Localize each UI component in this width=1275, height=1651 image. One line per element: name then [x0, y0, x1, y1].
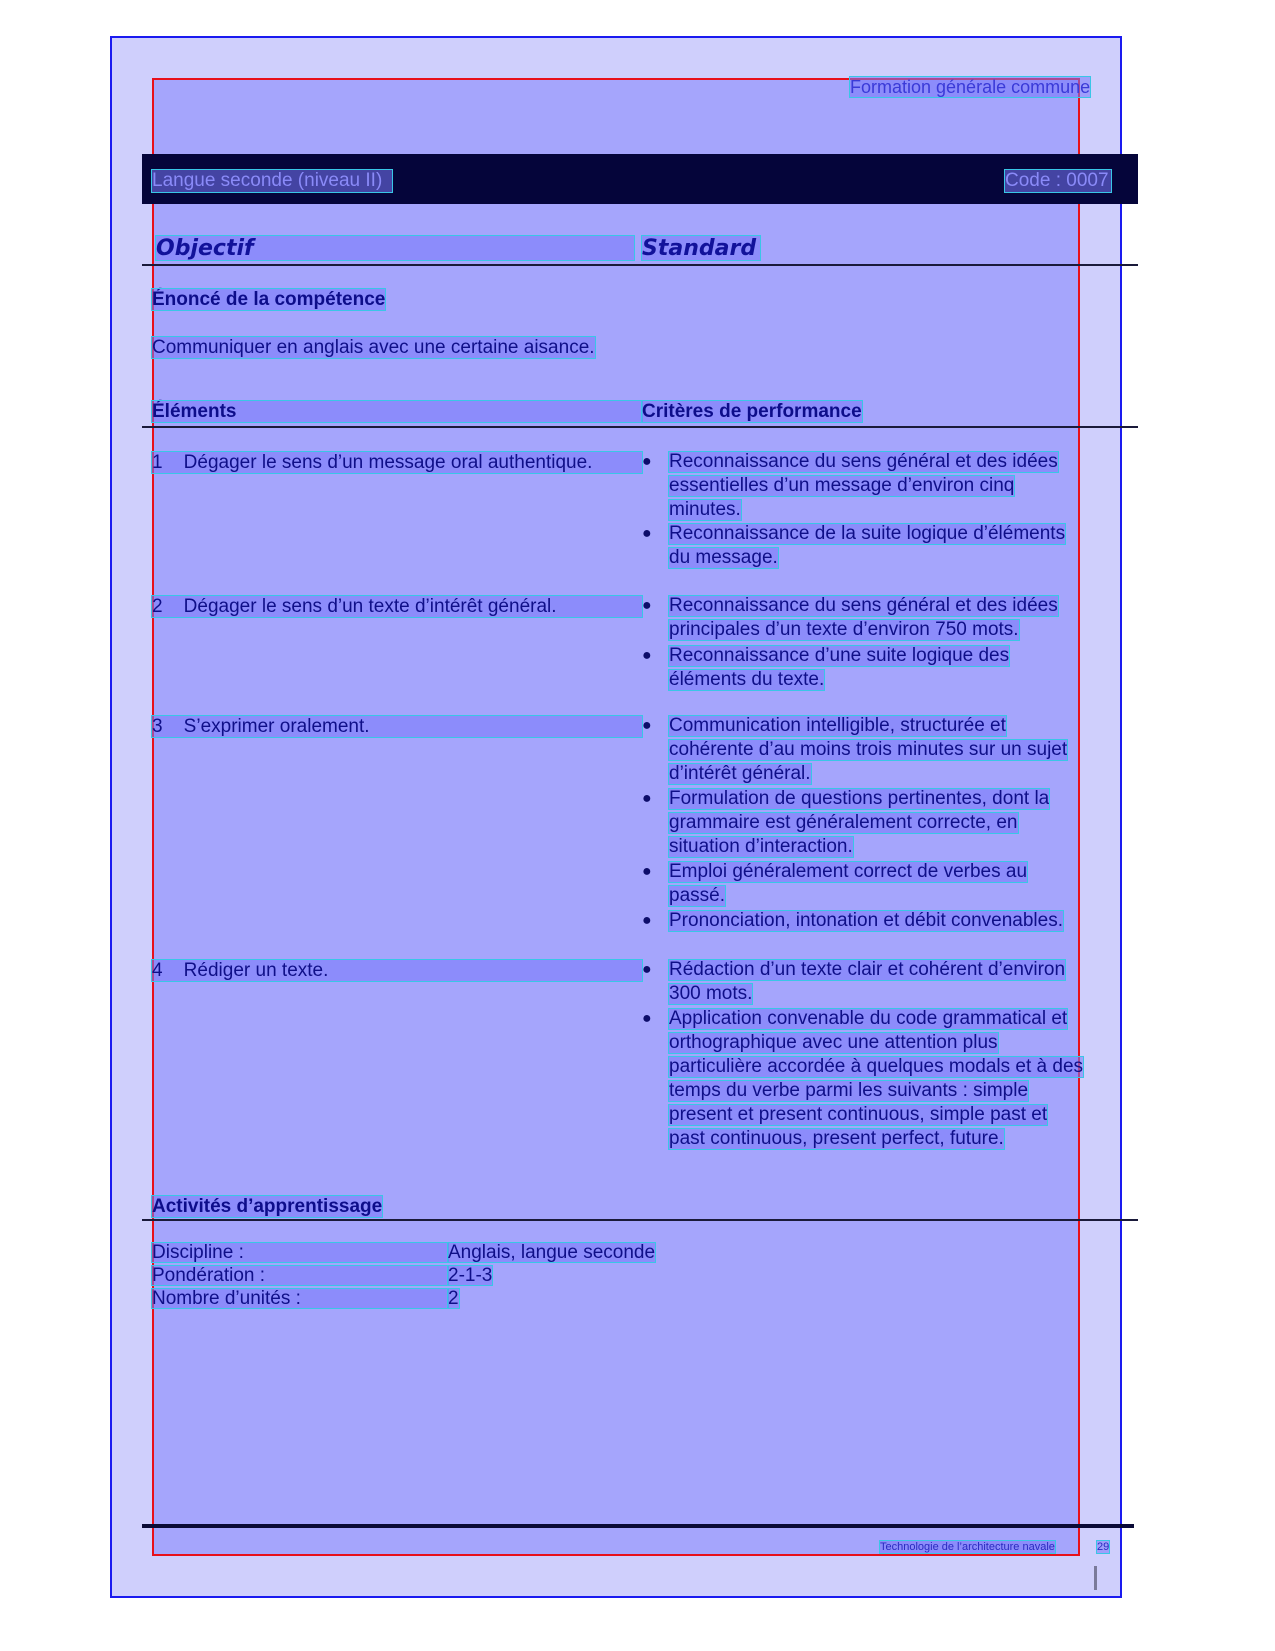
- criterion-line: du message.: [669, 547, 778, 568]
- criterion-line: Rédaction d’un texte clair et cohérent d’environ: [669, 959, 1066, 980]
- criterion-line: Reconnaissance du sens général et des idées: [669, 451, 1058, 472]
- activity-label: Pondération :: [152, 1266, 448, 1285]
- objective-heading: Objectif: [156, 236, 634, 260]
- criteria-heading: Critères de performance: [642, 401, 862, 422]
- criterion-line: Emploi généralement correct de verbes au: [669, 861, 1028, 882]
- bullet-icon: ●: [642, 647, 652, 664]
- standard-heading: Standard: [642, 236, 760, 260]
- footer: [880, 1541, 1109, 1553]
- activity-value: 2: [448, 1288, 459, 1309]
- course-code: Code : 0007: [1005, 170, 1111, 192]
- criterion-line: Reconnaissance d’une suite logique des: [669, 645, 1010, 666]
- activity-value: 2-1-3: [448, 1265, 493, 1286]
- criterion-line: minutes.: [669, 499, 741, 520]
- element-number: 1 Dégager le sens d’un message oral authentique.: [152, 452, 642, 473]
- footer-text: Technologie de l’architecture navale: [880, 1541, 1055, 1553]
- criterion-line: passé.: [669, 885, 725, 906]
- bullet-icon: ●: [642, 790, 652, 807]
- criterion-line: situation d’interaction.: [669, 836, 853, 857]
- activity-value: Anglais, langue seconde: [448, 1242, 656, 1263]
- element-number: 4 Rédiger un texte.: [152, 960, 642, 981]
- bullet-icon: ●: [642, 961, 652, 978]
- bullet-icon: ●: [642, 1010, 652, 1027]
- activity-label: Nombre d’unités :: [152, 1289, 448, 1308]
- element-number: 3 S’exprimer oralement.: [152, 716, 642, 737]
- criterion-line: particulière accordée à quelques modals et à des: [669, 1056, 1084, 1077]
- criterion-line: Formulation de questions pertinentes, dont la: [669, 788, 1050, 809]
- criterion-line: Application convenable du code grammatical et: [669, 1008, 1068, 1029]
- element-number: 2 Dégager le sens d’un texte d’intérêt général.: [152, 596, 642, 617]
- activity-label: Discipline :: [152, 1243, 448, 1262]
- criterion-line: orthographique avec une attention plus: [669, 1032, 998, 1053]
- criterion-line: Communication intelligible, structurée et: [669, 715, 1006, 736]
- criterion-line: principales d’un texte d’environ 750 mots.: [669, 619, 1019, 640]
- criterion-line: Prononciation, intonation et débit convenables.: [669, 910, 1063, 931]
- competency-text: Communiquer en anglais avec une certaine aisance.: [152, 337, 595, 358]
- section-rule: [142, 264, 1138, 266]
- bullet-icon: ●: [642, 525, 652, 542]
- page-number: 29: [1097, 1541, 1110, 1553]
- bullet-icon: ●: [642, 453, 652, 470]
- competency-heading: Énoncé de la compétence: [152, 289, 386, 310]
- running-header: Formation générale commune: [850, 77, 1091, 97]
- bullet-icon: ●: [642, 717, 652, 734]
- criterion-line: cohérente d’au moins trois minutes sur un sujet: [669, 739, 1068, 760]
- bullet-icon: ●: [642, 912, 652, 929]
- bullet-icon: ●: [642, 597, 652, 614]
- activities-rule: [142, 1219, 1138, 1221]
- criterion-line: 300 mots.: [669, 983, 753, 1004]
- bullet-icon: ●: [642, 863, 652, 880]
- criterion-line: grammaire est généralement correcte, en: [669, 812, 1018, 833]
- criterion-line: essentielles d’un message d’environ cinq: [669, 475, 1015, 496]
- footer-rule: [142, 1524, 1134, 1528]
- elements-heading: Éléments: [152, 401, 642, 422]
- table-rule: [142, 426, 1138, 428]
- criterion-line: Reconnaissance du sens général et des idées: [669, 595, 1058, 616]
- criterion-line: past continuous, present perfect, future.: [669, 1128, 1004, 1149]
- criterion-line: éléments du texte.: [669, 669, 825, 690]
- course-title: Langue seconde (niveau II): [152, 170, 392, 192]
- activities-heading: Activités d’apprentissage: [152, 1196, 383, 1217]
- criterion-line: d’intérêt général.: [669, 763, 811, 784]
- page-tick: [1094, 1566, 1097, 1590]
- criterion-line: Reconnaissance de la suite logique d’éléments: [669, 523, 1066, 544]
- criterion-line: temps du verbe parmi les suivants : simple: [669, 1080, 1029, 1101]
- criterion-line: present et present continuous, simple past et: [669, 1104, 1048, 1125]
